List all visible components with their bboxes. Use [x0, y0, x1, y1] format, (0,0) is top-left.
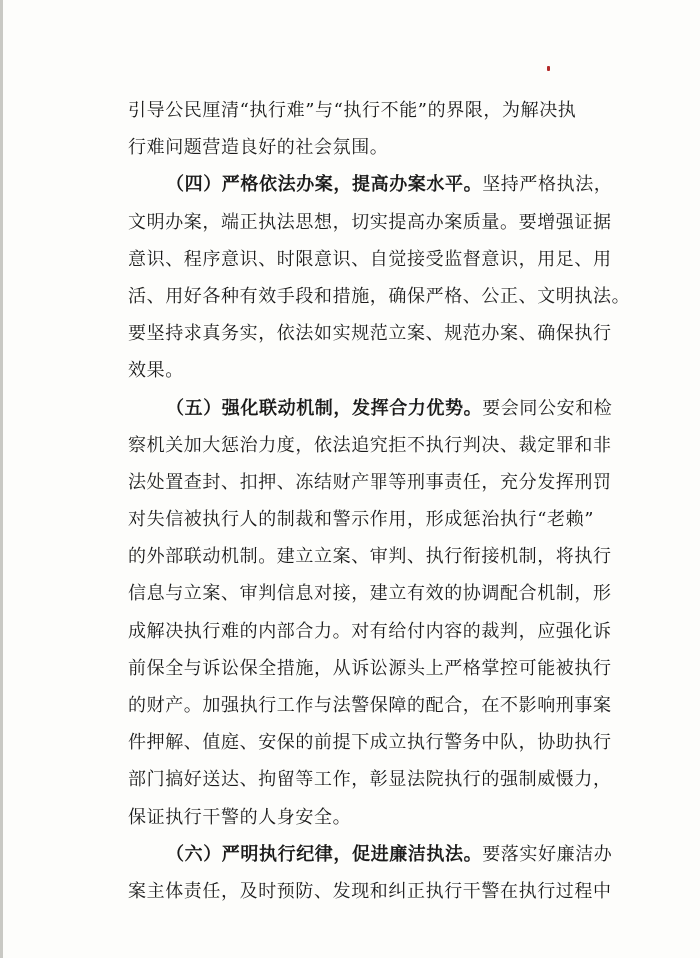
body-text: 前保全与诉讼保全措施，从诉讼源头上严格掌控可能被执行 — [128, 657, 612, 679]
text-line — [128, 241, 612, 278]
scan-edge-shadow — [0, 0, 3, 958]
body-text: 保证执行干警的人身安全。 — [128, 806, 352, 828]
text-line — [128, 613, 612, 650]
body-text: 信息与立案、审判信息对接，建立有效的协调配合机制，形 — [128, 583, 612, 605]
body-text: 法处置查封、扣押、冻结财产罪等刑事责任，充分发挥刑罚 — [128, 471, 612, 493]
text-line — [128, 92, 588, 129]
body-text: 行难问题营造良好的社会氛围。 — [128, 137, 389, 159]
document-body — [128, 92, 631, 910]
section-heading: （四）严格依法办案，提高办案水平。 — [166, 174, 483, 196]
text-line — [128, 278, 631, 315]
body-text: 效果。 — [128, 360, 184, 382]
body-text: 引导公民厘清“执行难”与“执行不能”的界限，为解决执 — [128, 100, 577, 121]
text-line — [128, 427, 612, 464]
body-text: 对失信被执行人的制裁和警示作用，形成惩治执行“老赖” — [128, 509, 595, 531]
body-text: 察机关加大惩治力度，依法追究拒不执行判决、裁定罪和非 — [128, 434, 612, 456]
section-heading-line — [128, 836, 613, 873]
body-text: 文明办案，端正执法思想，切实提高办案质量。要增强证据 — [128, 211, 612, 233]
body-text: 活、用好各种有效手段和措施，确保严格、公正、文明执法。 — [128, 285, 631, 307]
section-heading-line — [128, 390, 613, 427]
section-heading: （五）强化联动机制，发挥合力优势。 — [166, 397, 483, 419]
body-text: 要坚持求真务实，依法如实规范立案、规范办案、确保执行 — [128, 323, 612, 345]
text-line — [128, 501, 595, 538]
text-line — [128, 724, 612, 761]
text-line — [128, 204, 612, 241]
body-text: 意识、程序意识、时限意识、自觉接受监督意识，用足、用 — [128, 248, 612, 270]
body-text: 要会同公安和检 — [482, 397, 613, 419]
text-line — [128, 464, 612, 501]
text-line — [128, 687, 612, 724]
text-line — [128, 575, 612, 612]
body-text: 的财产。加强执行工作与法警保障的配合，在不影响刑事案 — [128, 695, 612, 716]
text-line — [128, 873, 612, 910]
body-text: 的外部联动机制。建立立案、审判、执行衔接机制，将执行 — [128, 546, 612, 568]
text-line — [128, 650, 612, 687]
section-heading: （六）严明执行纪律，促进廉洁执法。 — [166, 843, 483, 865]
text-line — [128, 352, 588, 389]
body-text: 要落实好廉洁办 — [482, 843, 613, 865]
text-line — [128, 538, 612, 575]
section-heading-line — [128, 166, 613, 203]
text-line — [128, 315, 612, 352]
body-text: 部门搞好送达、拘留等工作，彰显法院执行的强制威慑力， — [128, 769, 612, 791]
body-text: 案主体责任，及时预防、发现和纠正执行干警在执行过程中 — [128, 880, 612, 902]
body-text: 成解决执行难的内部合力。对有给付内容的裁判，应强化诉 — [128, 620, 612, 642]
scan-mark — [547, 66, 550, 71]
text-line — [128, 129, 588, 166]
text-line — [128, 799, 588, 836]
body-text: 坚持严格执法， — [482, 174, 613, 196]
body-text: 件押解、值庭、安保的前提下成立执行警务中队，协助执行 — [128, 732, 612, 754]
text-line — [128, 761, 612, 798]
